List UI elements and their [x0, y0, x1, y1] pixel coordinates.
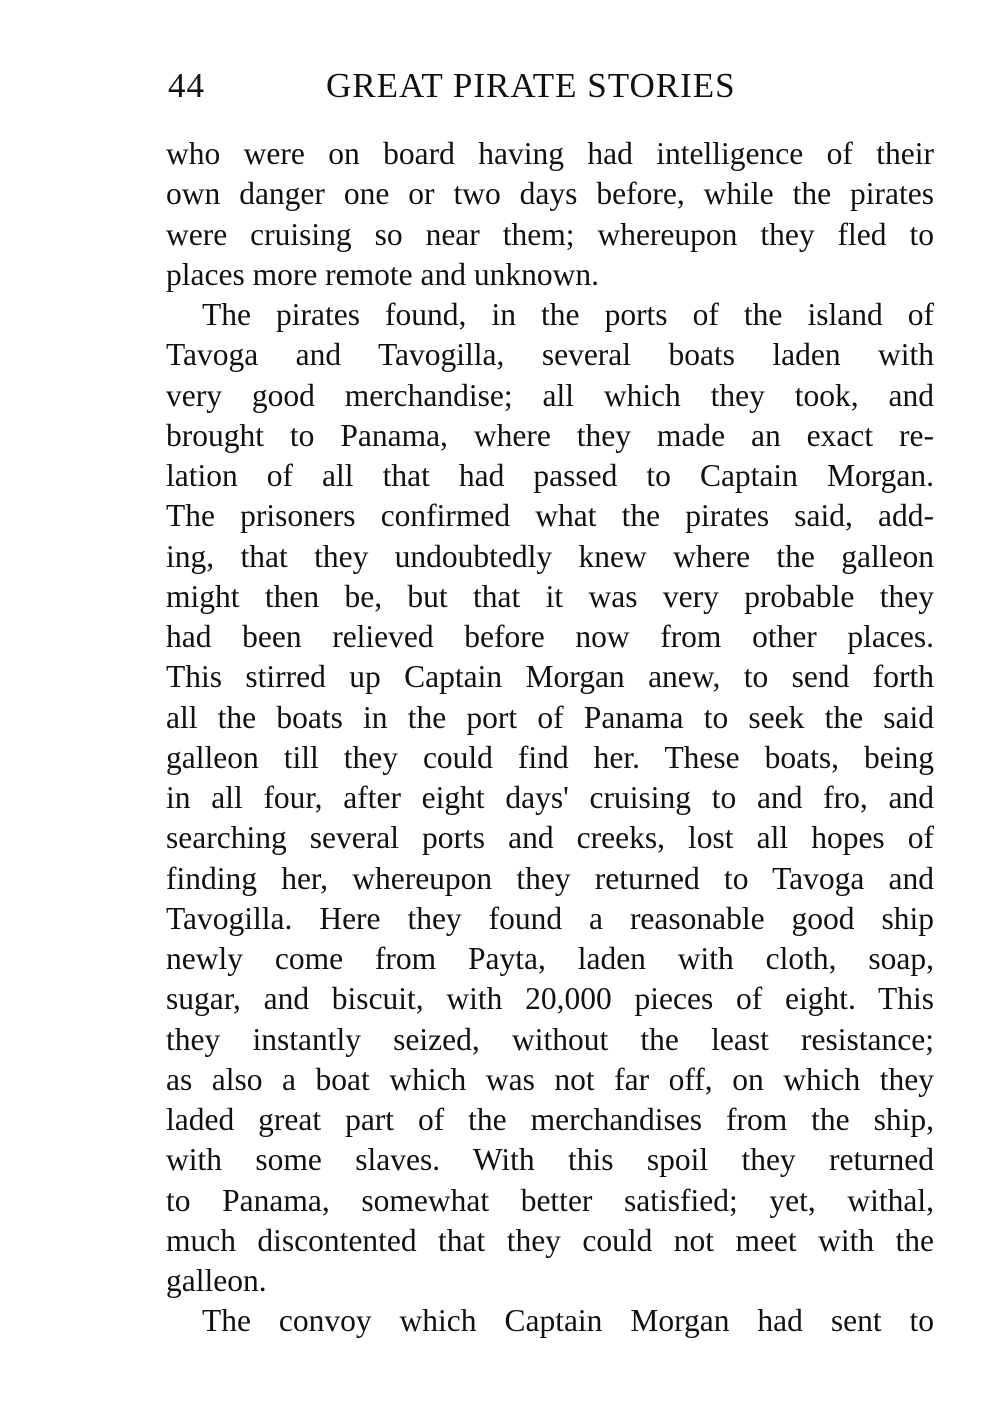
text-line: were cruising so near them; whereupon they fled to — [166, 216, 934, 252]
text-line: they instantly seized, without the least resistance; — [166, 1021, 934, 1057]
text-line: ing, that they undoubtedly knew where the galleon — [166, 538, 934, 574]
text-line: own danger one or two days before, while the pirates — [166, 176, 934, 212]
text-line: searching several ports and creeks, lost all hopes of — [166, 820, 934, 856]
text-line: The prisoners confirmed what the pirates said, add- — [166, 498, 934, 534]
text-line: Tavogilla. Here they found a reasonable good ship — [166, 900, 934, 936]
page-number: 44 — [168, 66, 205, 105]
text-line: might then be, but that it was very probable they — [166, 578, 934, 614]
text-line: with some slaves. With this spoil they returned — [166, 1142, 934, 1178]
text-line: in all four, after eight days' cruising to and fro, and — [166, 780, 934, 815]
text-line: laded great part of the merchandises from the ship, — [166, 1102, 934, 1137]
page-header — [168, 66, 788, 114]
text-line: as also a boat which was not far off, on which they — [166, 1061, 934, 1097]
text-line: brought to Panama, where they made an exact re- — [166, 417, 934, 453]
text-line: sugar, and biscuit, with 20,000 pieces of eight. This — [166, 981, 934, 1017]
text-line: galleon. — [166, 1263, 267, 1298]
text-line: all the boats in the port of Panama to seek the said — [166, 699, 934, 735]
paragraph-start-line: The pirates found, in the ports of the island of — [202, 297, 934, 332]
text-line: had been relieved before now from other places. — [166, 619, 934, 654]
text-line: much discontented that they could not meet with the — [166, 1222, 934, 1258]
running-head: GREAT PIRATE STORIES — [326, 66, 736, 105]
text-line: finding her, whereupon they returned to Tavoga and — [166, 860, 934, 896]
text-line: who were on board having had intelligence of their — [166, 136, 934, 171]
text-line: very good merchandise; all which they took, and — [166, 377, 934, 413]
text-line: This stirred up Captain Morgan anew, to send forth — [166, 659, 934, 695]
text-line: places more remote and unknown. — [166, 256, 599, 292]
text-line: lation of all that had passed to Captain Morgan. — [166, 458, 934, 493]
text-line: Tavoga and Tavogilla, several boats laden with — [166, 337, 934, 373]
text-line: newly come from Payta, laden with cloth, soap, — [166, 941, 934, 976]
text-line: galleon till they could find her. These boats, being — [166, 739, 934, 775]
text-line: to Panama, somewhat better satisfied; yet, withal, — [166, 1182, 934, 1218]
body-text — [166, 134, 934, 1342]
paragraph-start-line: The convoy which Captain Morgan had sent to — [202, 1303, 934, 1339]
